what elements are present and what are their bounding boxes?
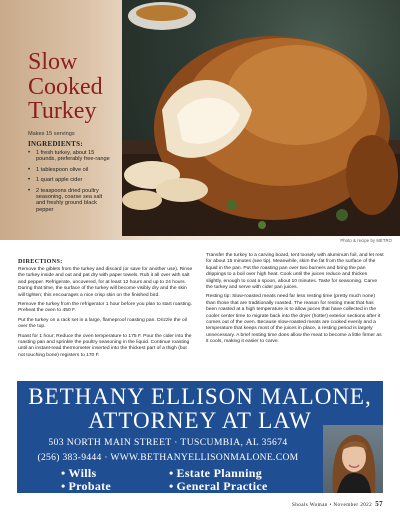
directions-heading: DIRECTIONS: xyxy=(18,258,63,265)
direction-paragraph: Roast for 1 hour; Reduce the oven temperature to 175 F. Pour the cider into the roasting pan and sprinkle the poultry seasoning in the liquid. Continue roasting until an instant-read thermometer inserted into the thickest part of a thigh (but not touching bone) registers to 170 F. xyxy=(18,333,192,358)
bullet-icon: • xyxy=(169,466,174,480)
servings: Makes 15 servings xyxy=(28,131,75,137)
photo-credit: Photo & recipe by METRO xyxy=(340,238,392,243)
page-number: 57 xyxy=(375,500,383,508)
bullet-icon: • xyxy=(61,479,66,493)
service-label: General Practice xyxy=(176,479,268,493)
attorney-advertisement xyxy=(17,381,383,493)
ingredient-item: • 2 teaspoons dried poultry seasoning, coarse sea salt and freshly ground black pepper xyxy=(28,188,112,214)
ingredient-item: • 1 fresh turkey, about 15 pounds, preferably free-range xyxy=(28,150,112,163)
turkey-photo xyxy=(122,0,400,236)
direction-paragraph: Put the turkey on a rack set in a large, flameproof roasting pan. Drizzle the oil over the top. xyxy=(18,317,187,330)
bullet-icon: • xyxy=(169,479,174,493)
service-item xyxy=(169,479,268,493)
title-line: Turkey xyxy=(28,98,97,124)
ingredient-item: • 1 tablespoon olive oil xyxy=(28,167,112,173)
ingredients-heading: INGREDIENTS: xyxy=(28,140,83,148)
resting-tip: Resting tip: Slow-roasted meats need far less resting time (pretty much none) than those that are traditionally roasted. The reason for resting meat that has been roasted at a high temperature is to allow juices that have collected in the cooler center time to migrate back into the dryer (hotter) exterior sections after it comes out of the oven. Because slow-roasted meats are cooked evenly and a temperature that keeps most of the juices in place, a resting period is largely unnecessary. A brief resting time does allow the meat to become a little firmer as it cools, making it easier to carve. xyxy=(206,294,382,345)
ad-profession: ATTORNEY AT LAW xyxy=(88,408,312,433)
ingredients-list xyxy=(28,150,112,213)
ad-address: 503 NORTH MAIN STREET · TUSCUMBIA, AL 35674 xyxy=(48,437,288,448)
service-label: Probate xyxy=(68,479,112,493)
direction-paragraph: Remove the turkey from the refrigerator 1 hour before you plan to start roasting. Preheat the oven to 450 F. xyxy=(18,302,192,314)
service-item xyxy=(61,479,111,493)
ingredients-box xyxy=(28,131,112,217)
bullet-icon: • xyxy=(61,466,66,480)
title-line: Cooked xyxy=(28,73,103,100)
ad-name: BETHANY ELLISON MALONE, xyxy=(28,384,372,409)
service-label: Estate Planning xyxy=(176,466,263,480)
direction-paragraph: Transfer the turkey to a carving board, tent loosely with aluminum foil, and let rest for about 15 minutes (see tip). Meanwhile, skim the fat from the surface of the liquid in the pan. Put the roasting pan over two burners and bring the pan drippings to a boil over high heat. Cook until the juices reduce and thicken slightly, enough to coat a spoon, about 10 minutes. Taste for seasoning. Carve the turkey and serve with cider pan juices. xyxy=(206,253,384,291)
service-label: Wills xyxy=(68,466,97,480)
publication-name: Shoals Woman • November 2022 xyxy=(291,502,373,508)
directions-left-column xyxy=(18,258,194,362)
ingredient-item: • 1 quart apple cider xyxy=(28,177,112,183)
recipe-title xyxy=(28,50,103,124)
title-line: Slow xyxy=(28,49,78,75)
page-footer xyxy=(292,500,383,508)
directions-right-column xyxy=(206,253,384,349)
direction-paragraph: Remove the giblets from the turkey and discard (or save for another use). Rinse the turkey inside and out and pat dry with paper towels. Rub it all over with salt and pepper. Refrigerate, uncovered, for at least 12 hours and up to 24 hours. During that time, the surface of the turkey will become visibly dry and the skin will tighten; this encourages a nice crisp skin on the finished bird. xyxy=(18,267,193,298)
ad-contact: (256) 383-9444 · WWW.BETHANYELLISONMALONE.COM xyxy=(37,452,299,463)
attorney-portrait xyxy=(323,425,383,493)
